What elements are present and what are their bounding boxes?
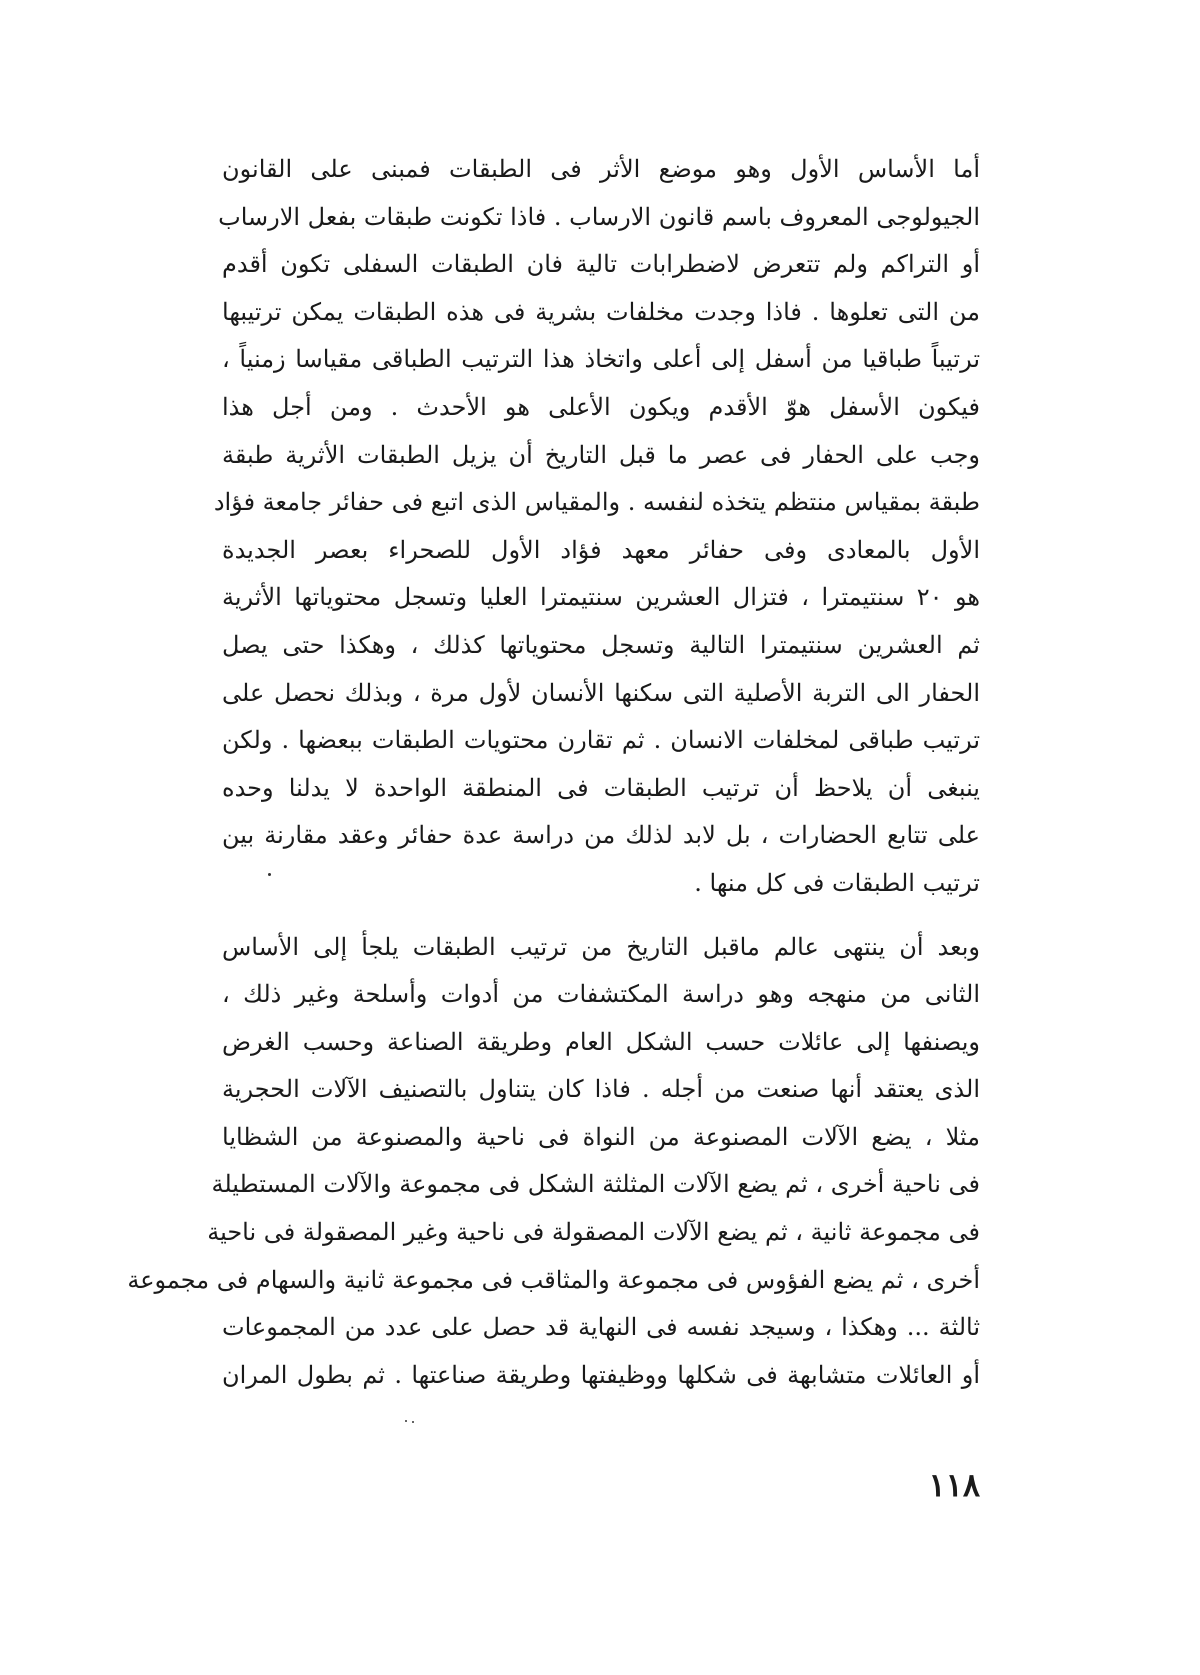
text-line: ثم العشرين سنتيمترا التالية وتسجل محتوياتها كذلك ، وهكذا حتى يصل: [222, 630, 980, 659]
text-line: ثالثة ... وهكذا ، وسيجد نفسه فى النهاية قد حصل على عدد من المجموعات: [222, 1313, 980, 1342]
text-line: ترتيب طباقى لمخلفات الانسان . ثم تقارن محتويات الطبقات ببعضها . ولكن: [222, 726, 980, 755]
paragraph-2: [127, 924, 981, 1400]
page-number: ١١٨: [928, 1466, 980, 1504]
text-line: فى ناحية أخرى ، ثم يضع الآلات المثلثة الشكل فى مجموعة والآلات المستطيلة: [211, 1170, 980, 1199]
text-line: فيكون الأسفل هوّ الأقدم ويكون الأعلى هو الأحدث . ومن أجل هذا: [222, 392, 980, 421]
text-line: ويصنفها إلى عائلات حسب الشكل العام وطريقة الصناعة وحسب الغرض: [222, 1027, 980, 1056]
scan-speck: [268, 873, 271, 876]
text-line: وبعد أن ينتهى عالم ماقبل التاريخ من ترتيب الطبقات يلجأ إلى الأساس: [222, 932, 981, 961]
body-text: [127, 146, 981, 1399]
text-line: أو العائلات متشابهة فى شكلها ووظيفتها وطريقة صناعتها . ثم بطول المران: [222, 1360, 980, 1389]
text-line: وجب على الحفار فى عصر ما قبل التاريخ أن يزيل الطبقات الأثرية طبقة: [222, 440, 980, 469]
text-line: فى مجموعة ثانية ، ثم يضع الآلات المصقولة فى ناحية وغير المصقولة فى ناحية: [207, 1218, 980, 1247]
text-line: الثانى من منهجه وهو دراسة المكتشفات من أدوات وأسلحة وغير ذلك ،: [222, 980, 980, 1009]
scan-speck: [412, 1421, 414, 1423]
text-line: ترتيباً طباقيا من أسفل إلى أعلى واتخاذ هذا الترتيب الطباقى مقياسا زمنياً ،: [222, 345, 980, 374]
text-line: من التى تعلوها . فاذا وجدت مخلفات بشرية فى هذه الطبقات يمكن ترتيبها: [222, 297, 980, 326]
text-line: أخرى ، ثم يضع الفؤوس فى مجموعة والمثاقب فى مجموعة ثانية والسهام فى مجموعة: [127, 1265, 980, 1294]
scan-speck: [405, 1420, 407, 1422]
text-line: طبقة بمقياس منتظم يتخذه لنفسه . والمقياس الذى اتبع فى حفائر جامعة فؤاد: [213, 488, 980, 517]
text-line: الجيولوجى المعروف باسم قانون الارساب . فاذا تكونت طبقات بفعل الارساب: [218, 202, 980, 231]
text-line: أما الأساس الأول وهو موضع الأثر فى الطبقات فمبنى على القانون: [222, 155, 980, 183]
text-line: مثلا ، يضع الآلات المصنوعة من النواة فى ناحية والمصنوعة من الشظايا: [222, 1122, 980, 1151]
paragraph-1: [213, 146, 981, 908]
text-line: الأول بالمعادى وفى حفائر معهد فؤاد الأول للصحراء بعصر الجديدة: [222, 535, 980, 564]
text-line: أو التراكم ولم تتعرض لاضطرابات تالية فان الطبقات السفلى تكون أقدم: [222, 250, 980, 279]
text-line: الحفار الى التربة الأصلية التى سكنها الأنسان لأول مرة ، وبذلك نحصل على: [222, 678, 980, 707]
text-line: على تتابع الحضارات ، بل لابد لذلك من دراسة عدة حفائر وعقد مقارنة بين: [222, 821, 980, 850]
text-line: هو ٢٠ سنتيمترا ، فتزال العشرين سنتيمترا العليا وتسجل محتوياتها الأثرية: [222, 583, 981, 612]
paragraph-spacer: [222, 908, 980, 924]
text-line: ترتيب الطبقات فى كل منها .: [694, 868, 980, 897]
text-line: الذى يعتقد أنها صنعت من أجله . فاذا كان يتناول بالتصنيف الآلات الحجرية: [222, 1075, 980, 1104]
text-line: ينبغى أن يلاحظ أن ترتيب الطبقات فى المنطقة الواحدة لا يدلنا وحده: [222, 773, 980, 802]
